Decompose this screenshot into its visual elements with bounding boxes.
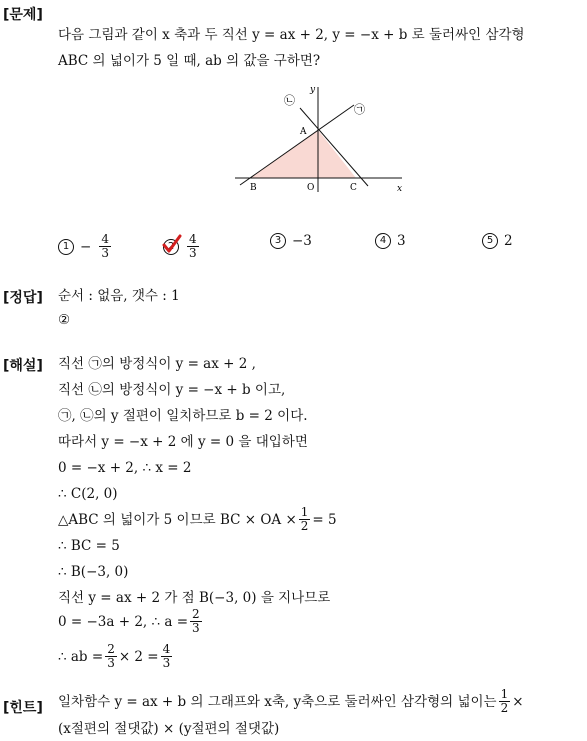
frac-numerator: 1 [500, 687, 509, 701]
option-number: 5 [482, 233, 498, 249]
option-number: 1 [58, 239, 74, 255]
frac-denominator: 3 [162, 656, 171, 670]
option-value: 2 [504, 233, 513, 249]
option-2[interactable] [163, 233, 201, 260]
option-4[interactable] [375, 233, 406, 249]
frac-denominator: 2 [500, 701, 509, 715]
label-A: A [300, 127, 307, 137]
option-fraction [99, 233, 111, 260]
result-fraction [161, 643, 173, 670]
option-number-checked [163, 239, 179, 255]
solution-ab-times: × 2 = [118, 648, 159, 665]
option-1[interactable] [58, 233, 113, 260]
label-C: C [350, 183, 357, 193]
hint-times: × [512, 693, 524, 710]
hint-text: 일차함수 y = ax + b 의 그래프와 x축, y축으로 둘러싸인 삼각형의 넓이는 [58, 693, 497, 710]
solution-a-text: 0 = −3a + 2, ∴ a = [58, 613, 189, 630]
frac-numerator: 4 [101, 232, 109, 246]
solution-line-5: 0 = −x + 2, ∴ x = 2 [58, 460, 192, 476]
label-line2: ㉡ [284, 94, 295, 107]
option-number: 3 [270, 233, 286, 249]
hint-line1 [58, 688, 524, 715]
option-sign: − [80, 238, 92, 255]
problem-text-line1: 다음 그림과 같이 x 축과 두 직선 y = ax + 2, y = −x + b 로 둘러싸인 삼각형 [58, 27, 525, 43]
label-line1: ㉠ [354, 103, 365, 116]
problem-tag: [문제] [3, 7, 43, 23]
answer-line1: 순서 : 없음, 갯수 : 1 [58, 288, 180, 304]
solution-line-1: 직선 ㉠의 방정식이 y = ax + 2 , [58, 356, 256, 372]
frac-denominator: 2 [300, 519, 309, 533]
frac-denominator: 3 [101, 246, 109, 260]
solution-line-6: ∴ C(2, 0) [58, 486, 118, 502]
solution-line-2: 직선 ㉡의 방정식이 y = −x + b 이고, [58, 382, 286, 398]
solution-line-3: ㉠, ㉡의 y 절편이 일치하므로 b = 2 이다. [58, 408, 308, 424]
solution-ab-text: ∴ ab = [58, 648, 104, 665]
solution-line-9: ∴ B(−3, 0) [58, 564, 129, 580]
option-5[interactable] [482, 233, 513, 249]
hint-tag: [힌트] [3, 700, 43, 716]
solution-tag: [해설] [3, 358, 43, 374]
solution-area-text: △ABC 의 넓이가 5 이므로 BC × OA × [58, 511, 297, 528]
frac-denominator: 3 [189, 246, 197, 260]
solution-line-7 [58, 506, 337, 533]
frac-numerator: 4 [189, 232, 197, 246]
answer-line2: ② [58, 312, 71, 328]
solution-area-eq: = 5 [312, 511, 337, 528]
ab-fraction [105, 643, 117, 670]
option-number: 4 [375, 233, 391, 249]
frac-denominator: 3 [107, 656, 115, 670]
triangle-figure [230, 82, 410, 197]
frac-denominator: 3 [192, 621, 200, 635]
option-value: 3 [397, 233, 406, 249]
problem-text-line2: ABC 의 넓이가 5 일 때, ab 의 값을 구하면? [58, 53, 321, 69]
answer-tag: [정답] [3, 290, 43, 306]
label-x: x [397, 184, 403, 194]
check-icon [161, 233, 183, 255]
frac-numerator: 2 [107, 642, 115, 656]
option-value: −3 [292, 233, 312, 249]
hint-line2: (x절편의 절댓값) × (y절편의 절댓값) [58, 721, 280, 737]
label-y: y [310, 85, 316, 95]
solution-line-12 [58, 643, 174, 670]
option-number: 2 [163, 239, 179, 255]
solution-line-4: 따라서 y = −x + 2 에 y = 0 을 대입하면 [58, 434, 308, 450]
option-fraction [187, 233, 199, 260]
a-fraction [190, 608, 202, 635]
frac-numerator: 2 [192, 607, 200, 621]
solution-line-10: 직선 y = ax + 2 가 점 B(−3, 0) 을 지나므로 [58, 590, 331, 606]
hint-fraction [499, 688, 511, 715]
solution-line-11 [58, 608, 204, 635]
solution-line-8: ∴ BC = 5 [58, 538, 120, 554]
label-B: B [250, 183, 257, 193]
option-3[interactable] [270, 233, 312, 249]
frac-numerator: 4 [162, 642, 171, 656]
half-fraction [299, 506, 311, 533]
label-O: O [307, 183, 315, 193]
frac-numerator: 1 [300, 505, 309, 519]
